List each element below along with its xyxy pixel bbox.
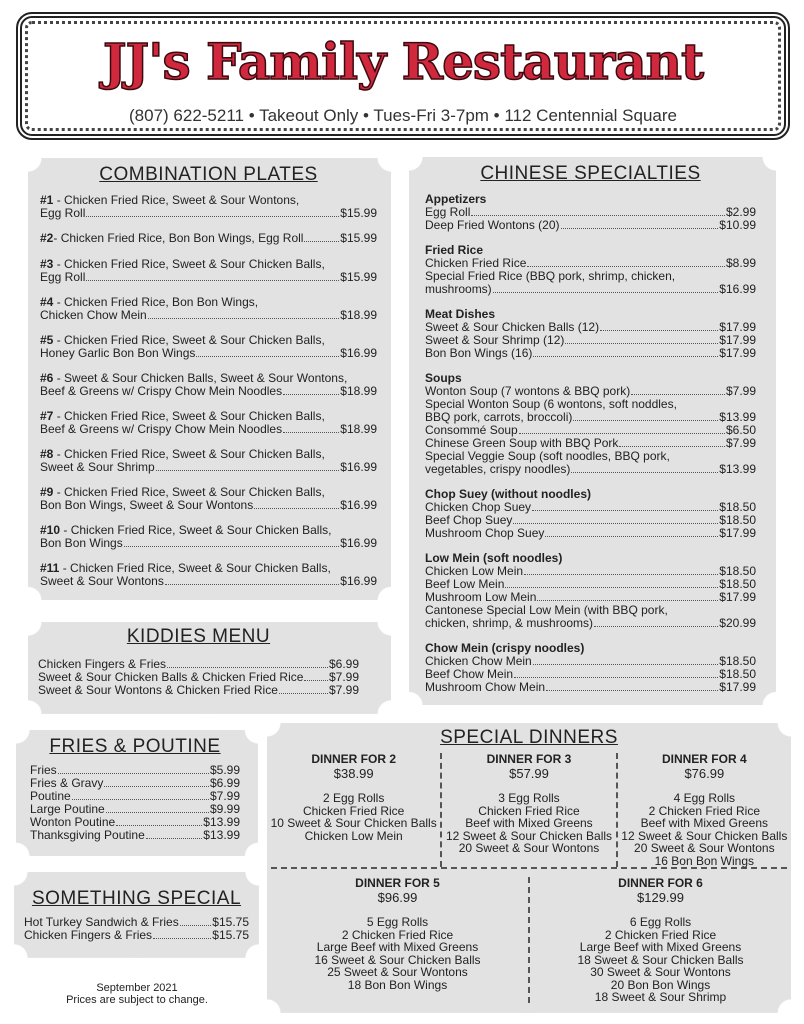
- dot-leader: [631, 394, 725, 395]
- menu-item-row: [425, 219, 756, 232]
- dinner-item: 16 Bon Bon Wings: [654, 853, 755, 868]
- section-title: SOMETHING SPECIAL: [31, 888, 242, 909]
- dot-leader: [304, 680, 328, 681]
- menu-item-row: [40, 537, 377, 550]
- item-name: Deep Fried Wontons (20): [425, 218, 560, 232]
- item-price: $18.50: [719, 564, 756, 578]
- group-heading: Soups: [425, 371, 462, 385]
- item-price: $17.99: [719, 526, 756, 540]
- menu-item-row: [40, 461, 377, 474]
- item-desc: - Chicken Fried Rice, Sweet & Sour Chicken Balls,: [53, 447, 325, 461]
- item-name: Chicken Fingers & Fries: [24, 928, 153, 942]
- dot-leader: [106, 812, 209, 813]
- item-name: Egg Roll: [40, 206, 86, 220]
- item-number: #6: [40, 371, 54, 385]
- dot-leader: [600, 330, 718, 331]
- dinner-item: 2 Chicken Fried Rice: [648, 803, 760, 818]
- item-name: Chicken Chow Mein: [425, 654, 532, 668]
- menu-item-row: [40, 385, 377, 398]
- dot-leader: [524, 574, 718, 575]
- dinner-name: DINNER FOR 6: [618, 876, 703, 890]
- combo-item: [40, 258, 377, 284]
- combo-item: [40, 372, 377, 398]
- combo-item: [40, 524, 377, 550]
- item-price: $20.99: [719, 616, 756, 630]
- item-price: $6.50: [725, 423, 756, 437]
- item-name: Consommé Soup: [425, 423, 518, 437]
- dot-leader: [519, 433, 725, 434]
- item-desc: - Chicken Fried Rice, Sweet & Sour Chicken Balls,: [53, 485, 325, 499]
- item-price: $2.99: [725, 205, 756, 219]
- item-price: $15.75: [212, 915, 249, 929]
- dinner-item: 20 Bon Bon Wings: [610, 977, 711, 992]
- item-price: $15.99: [340, 206, 377, 220]
- dinner-item: 25 Sweet & Sour Wontons: [327, 965, 468, 979]
- item-price: $7.99: [328, 670, 359, 684]
- dot-leader: [493, 292, 719, 293]
- item-price: $10.99: [719, 218, 756, 232]
- kiddies-menu-panel: [28, 622, 391, 714]
- dot-leader: [571, 472, 718, 473]
- group-heading: Chow Mein (crispy noodles): [425, 641, 585, 655]
- item-name: Beef Chow Mein: [425, 667, 514, 681]
- item-price: $9.99: [209, 802, 240, 816]
- combo-item: [40, 334, 377, 360]
- group-heading: Meat Dishes: [425, 307, 496, 321]
- item-price: $18.99: [340, 384, 377, 398]
- item-price: $7.99: [328, 683, 359, 697]
- menu-date: September 2021: [96, 982, 178, 994]
- item-name: Mushroom Chop Suey: [425, 526, 545, 540]
- item-price: $18.99: [340, 422, 377, 436]
- dinner-price: $96.99: [377, 889, 418, 905]
- menu-item-row: [38, 684, 359, 697]
- item-price: $17.99: [719, 590, 756, 604]
- dot-leader: [545, 536, 718, 537]
- dinner-item: 2 Chicken Fried Rice: [604, 927, 717, 942]
- combo-item: [40, 194, 377, 220]
- dot-leader: [104, 786, 209, 787]
- dot-leader: [619, 446, 725, 447]
- menu-item-row: [40, 271, 377, 284]
- item-name: Fries: [30, 763, 57, 777]
- dinner-5: [267, 877, 530, 1003]
- item-price: $16.99: [340, 346, 377, 360]
- dinner-item: 2 Chicken Fried Rice: [341, 927, 454, 942]
- item-number: #3: [40, 257, 54, 271]
- item-name: Beef Low Mein: [425, 577, 505, 591]
- section-title: CHINESE SPECIALTIES: [480, 163, 701, 184]
- item-number: #7: [40, 409, 54, 423]
- restaurant-name: JJ's Family Restaurant: [102, 32, 704, 91]
- dot-leader: [471, 215, 725, 216]
- item-name: Bon Bon Wings (16): [425, 346, 533, 360]
- item-number: #10: [40, 523, 61, 537]
- item-name: vegetables, crispy noodles): [425, 462, 571, 476]
- item-name: Egg Roll: [425, 205, 471, 219]
- dinner-item: 2 Egg Rolls: [322, 791, 385, 805]
- group-heading: Fried Rice: [425, 243, 484, 257]
- menu-item-row: [425, 527, 756, 540]
- item-desc: - Chicken Fried Rice, Sweet & Sour Chicken Balls,: [53, 333, 325, 347]
- item-price: $18.50: [719, 667, 756, 681]
- menu-item-row: [40, 347, 377, 360]
- dinner-item: Beef with Mixed Greens: [640, 816, 769, 830]
- group-heading: Appetizers: [425, 192, 487, 206]
- dinner-price: $76.99: [684, 765, 725, 781]
- dot-leader: [58, 773, 209, 774]
- section-title: COMBINATION PLATES: [99, 164, 318, 185]
- item-price: $16.99: [340, 574, 377, 588]
- group-heading: Low Mein (soft noodles): [425, 551, 563, 565]
- item-price: $13.99: [203, 815, 240, 829]
- item-price: $15.75: [212, 928, 249, 942]
- dot-leader: [86, 280, 339, 281]
- dot-leader: [565, 343, 718, 344]
- dot-leader: [594, 626, 718, 627]
- dinner-name: DINNER FOR 2: [311, 752, 396, 766]
- item-line: Cantonese Special Low Mein (with BBQ pork,: [425, 603, 668, 617]
- menu-group: [425, 244, 756, 296]
- dot-leader: [180, 925, 212, 926]
- dinner-item: Beef with Mixed Greens: [465, 816, 593, 830]
- dot-leader: [116, 825, 202, 826]
- combo-item: [40, 296, 377, 322]
- menu-item-row: [40, 207, 377, 220]
- item-price: $17.99: [719, 346, 756, 360]
- dinner-item: 12 Sweet & Sour Chicken Balls: [621, 828, 788, 843]
- dot-leader: [537, 600, 718, 601]
- item-name: Sweet & Sour Chicken Balls & Chicken Fried Rice: [38, 670, 304, 684]
- dot-leader: [505, 587, 718, 588]
- dinner-item: 6 Egg Rolls: [629, 915, 692, 929]
- footer: [30, 982, 244, 1006]
- item-name: BBQ pork, carrots, broccoli): [425, 410, 573, 424]
- dot-leader: [533, 356, 718, 357]
- dot-leader: [304, 241, 339, 242]
- item-price: $18.99: [340, 308, 377, 322]
- dot-leader: [561, 228, 719, 229]
- dinner-2: [267, 753, 442, 867]
- dot-leader: [146, 838, 203, 839]
- dinner-item: 4 Egg Rolls: [673, 791, 735, 805]
- contact-info: (807) 622-5211 • Takeout Only • Tues-Fri 3-7pm • 112 Centennial Square: [129, 106, 677, 125]
- menu-group: [425, 642, 756, 694]
- item-price: $18.50: [719, 513, 756, 527]
- item-number: #9: [40, 485, 54, 499]
- dot-leader: [513, 523, 718, 524]
- dinner-item: Chicken Fried Rice: [478, 803, 580, 818]
- combo-item: [40, 410, 377, 436]
- item-name: - Chicken Fried Rice, Bon Bon Wings, Egg Roll: [53, 231, 304, 245]
- item-desc: - Chicken Fried Rice, Sweet & Sour Chicken Balls,: [59, 561, 331, 575]
- menu-item-row: [425, 347, 756, 360]
- menu-item-row: [24, 929, 249, 942]
- dot-leader: [124, 546, 340, 547]
- dot-leader: [148, 318, 340, 319]
- item-name: Chicken Low Mein: [425, 564, 524, 578]
- dot-leader: [283, 432, 339, 433]
- special-dinners-panel: [267, 723, 791, 1013]
- dot-leader: [514, 677, 718, 678]
- item-name: chicken, shrimp, & mushrooms): [425, 616, 594, 630]
- item-line: [40, 194, 377, 207]
- section-title: FRIES & POUTINE: [49, 736, 221, 757]
- menu-item-row: [425, 617, 756, 630]
- price-note: Prices are subject to change.: [66, 994, 208, 1006]
- dot-leader: [533, 664, 719, 665]
- dinner-name: DINNER FOR 4: [661, 752, 747, 766]
- dinner-item: Chicken Low Mein: [304, 828, 403, 843]
- item-name: Sweet & Sour Shrimp: [40, 460, 155, 474]
- combination-plates-panel: [28, 158, 391, 600]
- item-name: Mushroom Low Mein: [425, 590, 537, 604]
- item-price: $6.99: [209, 776, 240, 790]
- item-name: mushrooms): [425, 282, 492, 296]
- item-line: Special Veggie Soup (soft noodles, BBQ pork,: [425, 449, 670, 463]
- item-price: $18.50: [719, 500, 756, 514]
- item-name: Sweet & Sour Wontons & Chicken Fried Rice: [38, 683, 278, 697]
- item-price: $7.99: [209, 789, 240, 803]
- dinner-item: 5 Egg Rolls: [366, 915, 429, 929]
- dinner-4: [618, 753, 791, 867]
- dinner-item: 16 Sweet & Sour Chicken Balls: [314, 952, 481, 967]
- item-price: $16.99: [340, 498, 377, 512]
- dot-leader: [532, 510, 718, 511]
- item-name: Sweet & Sour Chicken Balls (12): [425, 320, 600, 334]
- dot-leader: [546, 690, 718, 691]
- menu-item-row: [425, 463, 756, 476]
- item-name: Poutine: [30, 789, 71, 803]
- item-name: Thanksgiving Poutine: [30, 828, 145, 842]
- dinner-price: $129.99: [637, 889, 684, 905]
- item-name: Chicken Fingers & Fries: [38, 657, 167, 671]
- item-price: $17.99: [719, 320, 756, 334]
- dinner-price: $38.99: [333, 765, 374, 781]
- item-number: #11: [40, 561, 60, 575]
- dot-leader: [254, 508, 339, 509]
- restaurant-banner: [16, 12, 790, 140]
- menu-item-row: [40, 232, 377, 245]
- item-number: #1: [40, 193, 54, 207]
- item-price: $7.99: [725, 384, 756, 398]
- dot-leader: [527, 266, 725, 267]
- something-special-panel: [14, 872, 259, 958]
- dinner-item: 30 Sweet & Sour Wontons: [590, 965, 731, 979]
- item-price: $18.50: [719, 577, 756, 591]
- combo-item: [40, 562, 377, 588]
- dinner-item: 12 Sweet & Sour Chicken Balls: [445, 828, 613, 843]
- item-number: #4: [40, 295, 54, 309]
- item-name: Bon Bon Wings, Sweet & Sour Wontons: [40, 498, 254, 512]
- menu-group: [425, 193, 756, 232]
- menu-item-row: [40, 575, 377, 588]
- item-desc: - Sweet & Sour Chicken Balls, Sweet & Sour Wontons,: [53, 371, 348, 385]
- dot-leader: [573, 420, 718, 421]
- dinner-price: $57.99: [509, 765, 549, 781]
- dinner-item: 3 Egg Rolls: [498, 791, 560, 805]
- dinner-item: 20 Sweet & Sour Wontons: [634, 841, 775, 855]
- menu-item-row: [30, 829, 240, 842]
- item-number: #8: [40, 447, 54, 461]
- item-name: Egg Roll: [40, 270, 86, 284]
- item-line: Special Wonton Soup (6 wontons, soft noddles,: [425, 397, 677, 411]
- item-name: Chicken Fried Rice: [425, 256, 527, 270]
- item-price: $8.99: [725, 256, 756, 270]
- item-price: $16.99: [340, 460, 377, 474]
- menu-group: [425, 488, 756, 540]
- item-desc: - Chicken Fried Rice, Bon Bon Wings,: [53, 295, 259, 309]
- combo-item: [40, 486, 377, 512]
- item-name: Beef Chop Suey: [425, 513, 513, 527]
- item-name: Chicken Chow Mein: [40, 308, 147, 322]
- item-line: Special Fried Rice (BBQ pork, shrimp, chicken,: [425, 269, 676, 283]
- dinner-name: DINNER FOR 5: [355, 876, 440, 890]
- group-heading: Chop Suey (without noodles): [425, 487, 591, 501]
- item-price: $13.99: [203, 828, 240, 842]
- dot-leader: [86, 216, 339, 217]
- combo-item: [40, 448, 377, 474]
- item-desc: - Chicken Fried Rice, Sweet & Sour Chicken Balls,: [53, 257, 325, 271]
- dot-leader: [279, 693, 328, 694]
- item-name: Wonton Soup (7 wontons & BBQ pork): [425, 384, 631, 398]
- item-price: $13.99: [719, 462, 756, 476]
- item-price: $13.99: [719, 410, 756, 424]
- item-desc: - Chicken Fried Rice, Sweet & Sour Wontons,: [53, 193, 300, 207]
- item-name: Beef & Greens w/ Crispy Chow Mein Noodles: [40, 384, 283, 398]
- item-name: Large Poutine: [30, 802, 105, 816]
- section-title: KIDDIES MENU: [126, 626, 271, 647]
- item-name: Hot Turkey Sandwich & Fries: [24, 915, 179, 929]
- item-name: Wonton Poutine: [30, 815, 116, 829]
- item-name: Bon Bon Wings: [40, 536, 123, 550]
- item-price: $18.50: [719, 654, 756, 668]
- item-price: $16.99: [340, 536, 377, 550]
- menu-item-row: [425, 283, 756, 296]
- item-number: #5: [40, 333, 54, 347]
- item-desc: - Chicken Fried Rice, Sweet & Sour Chicken Balls,: [60, 523, 332, 537]
- menu-item-row: [425, 681, 756, 694]
- dinner-name: DINNER FOR 3: [486, 752, 572, 766]
- item-name: Honey Garlic Bon Bon Wings: [40, 346, 196, 360]
- item-line: [40, 258, 377, 271]
- item-name: Beef & Greens w/ Crispy Chow Mein Noodles: [40, 422, 283, 436]
- item-price: $16.99: [719, 282, 756, 296]
- menu-group: [425, 372, 756, 476]
- item-price: $17.99: [719, 680, 756, 694]
- item-price: $5.99: [209, 763, 240, 777]
- menu-item-row: [40, 423, 377, 436]
- item-name: Sweet & Sour Wontons: [40, 574, 164, 588]
- item-name: Mushroom Chow Mein: [425, 680, 546, 694]
- dot-leader: [153, 938, 211, 939]
- menu-group: [425, 552, 756, 630]
- item-desc: - Chicken Fried Rice, Sweet & Sour Chicken Balls,: [53, 409, 325, 423]
- dot-leader: [72, 799, 209, 800]
- dinner-item: 18 Sweet & Sour Shrimp: [594, 990, 727, 1004]
- item-price: $7.99: [725, 436, 756, 450]
- item-price: $6.99: [328, 657, 359, 671]
- menu-item-row: [40, 499, 377, 512]
- item-name: Sweet & Sour Shrimp (12): [425, 333, 565, 347]
- item-name: Chicken Chop Suey: [425, 500, 532, 514]
- dinner-item: Large Beef with Mixed Greens: [316, 940, 479, 954]
- item-price: $15.99: [340, 270, 377, 284]
- dot-leader: [165, 584, 339, 585]
- dinner-3: [442, 753, 617, 867]
- dot-leader: [196, 356, 339, 357]
- dot-leader: [283, 394, 339, 395]
- combo-item: [40, 232, 377, 245]
- dinner-item: Chicken Fried Rice: [302, 803, 405, 818]
- dinner-item: 10 Sweet & Sour Chicken Balls: [270, 816, 437, 830]
- dinner-item: 18 Bon Bon Wings: [347, 977, 448, 992]
- item-price: $15.99: [340, 231, 377, 245]
- dinner-item: 18 Sweet & Sour Chicken Balls: [577, 952, 744, 967]
- item-name: Fries & Gravy: [30, 776, 104, 790]
- item-price: $17.99: [719, 333, 756, 347]
- menu-item-row: [40, 309, 377, 322]
- item-name: Chinese Green Soup with BBQ Pork: [425, 436, 619, 450]
- dot-leader: [156, 470, 340, 471]
- fries-poutine-panel: [16, 730, 258, 856]
- menu-group: [425, 308, 756, 360]
- dinner-6: [530, 877, 791, 1003]
- chinese-specialties-panel: [409, 157, 776, 705]
- dinner-item: Large Beef with Mixed Greens: [579, 940, 742, 954]
- item-number: #2: [40, 231, 54, 245]
- section-title: SPECIAL DINNERS: [440, 727, 618, 748]
- dot-leader: [167, 667, 328, 668]
- dinner-item: 20 Sweet & Sour Wontons: [458, 841, 600, 855]
